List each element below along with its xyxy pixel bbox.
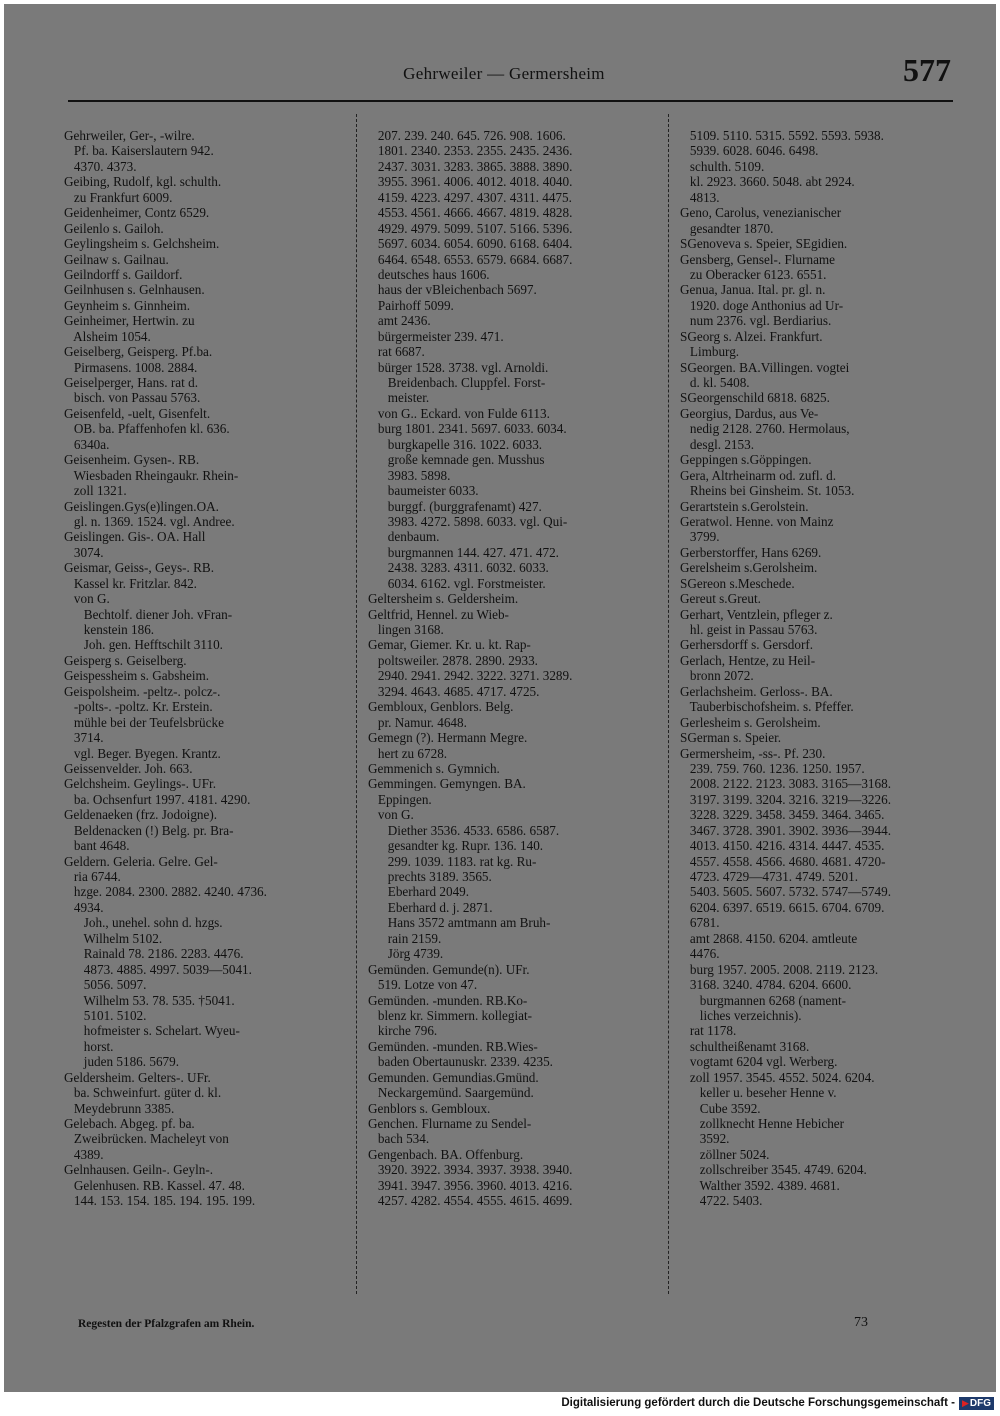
index-line: 3197. 3199. 3204. 3216. 3219—3226. [680,791,891,807]
index-line: Geynheim s. Ginnheim. [64,297,190,313]
index-line: bürger 1528. 3738. vgl. Arnoldi. [368,359,549,375]
index-line: Diether 3536. 4533. 6586. 6587. [368,822,560,838]
index-line: burgmannen 6268 (nament- [680,992,847,1008]
index-line: 3228. 3229. 3458. 3459. 3464. 3465. [680,807,885,823]
index-line: bronn 2072. [680,668,754,684]
index-line: 3983. 5898. [368,467,451,483]
index-line: juden 5186. 5679. [64,1054,180,1070]
index-line: Breidenbach. Cluppfel. Forst- [368,375,546,390]
index-line: Pairhoff 5099. [368,297,454,313]
index-line: Pf. ba. Kaiserslautern 942. [64,143,214,159]
index-line: 4723. 4729—4731. 4749. 5201. [680,869,859,884]
index-line: bisch. von Passau 5763. [64,390,201,406]
index-line: horst. [64,1038,114,1054]
index-line: 299. 1039. 1183. rat kg. Ru- [368,853,537,869]
index-line: Gensberg, Gensel-. Flurname [680,251,836,267]
index-line: Gelenhusen. RB. Kassel. 47. 48. [64,1177,245,1193]
index-line: 4557. 4558. 4566. 4680. 4681. 4720- [680,853,886,869]
index-line: 6034. 6162. vgl. Forstmeister. [368,575,546,591]
index-line: gesandter 1870. [680,220,774,236]
index-line: 3941. 3947. 3956. 3960. 4013. 4216. [368,1177,573,1193]
index-line: Gemmenich s. Gymnich. [368,760,500,776]
index-line: bach 534. [368,1131,430,1147]
index-line: Geppingen s.Göppingen. [680,452,812,468]
index-line: 3920. 3922. 3934. 3937. 3938. 3940. [368,1162,573,1178]
index-line: Wilhelm 5102. [64,930,163,946]
index-column-3 [680,128,965,1209]
index-line: Geiselberg, Geisperg. Pf.ba. [64,344,213,360]
index-line: Gengenbach. BA. Offenburg. [368,1146,524,1162]
index-line: Geldern. Geleria. Gelre. Gel- [64,853,218,869]
index-line: haus der vBleichenbach 5697. [368,282,537,298]
index-line: vogtamt 6204 vgl. Werberg. [680,1054,838,1070]
index-line: Gehrweiler, Ger-, -wilre. [64,128,195,143]
index-line: Beldenacken (!) Belg. pr. Bra- [64,822,234,838]
index-line: 3168. 3240. 4784. 6204. 6600. [680,977,852,993]
index-line: Gemünden. Gemunde(n). UFr. [368,961,530,977]
index-line: hzge. 2084. 2300. 2882. 4240. 4736. [64,884,267,900]
index-line: 5056. 5097. [64,977,147,993]
index-line: liches verzeichnis). [680,1007,802,1023]
index-line: Geislingen. Gis-. OA. Hall [64,529,206,545]
index-line: Geltersheim s. Geldersheim. [368,591,519,607]
index-line: Geisperg s. Geiselberg. [64,652,187,668]
index-line: Geilnaw s. Gailnau. [64,251,169,267]
publication-footer: Regesten der Pfalzgrafen am Rhein. [78,1318,255,1330]
index-line: Geisenfeld, -uelt, Gisenfelt. [64,405,211,421]
index-line: 2437. 3031. 3283. 3865. 3888. 3890. [368,158,573,174]
index-line: burgmannen 144. 427. 471. 472. [368,544,559,560]
index-line: Gelchsheim. Geylings-. UFr. [64,776,217,792]
index-line: 2438. 3283. 4311. 6032. 6033. [368,560,549,576]
index-line: zu Oberacker 6123. 6551. [680,266,827,282]
index-line: Limburg. [680,344,740,360]
index-line: Geilenlo s. Gailoh. [64,220,164,236]
index-line: Hans 3572 amtmann am Bruh- [368,915,551,931]
index-line: Cube 3592. [680,1100,761,1116]
index-line: Zweibrücken. Macheleyt von [64,1131,229,1147]
index-line: 6204. 6397. 6519. 6615. 6704. 6709. [680,899,885,915]
index-line: von G. [368,807,414,823]
index-line: desgl. 2153. [680,436,754,452]
index-line: Tauberbischofsheim. s. Pfeffer. [680,699,854,715]
index-line: Geiselperger, Hans. rat d. [64,375,198,390]
index-line: Germersheim, -ss-. Pf. 230. [680,745,826,761]
index-line: zöllner 5024. [680,1146,770,1162]
column-divider [668,114,669,1294]
index-line: SGeorg s. Alzei. Frankfurt. [680,328,823,344]
index-line: 3467. 3728. 3901. 3902. 3936—3944. [680,822,891,838]
index-line: zollknecht Henne Hebicher [680,1116,845,1131]
index-line: Gemunden. Gemundias.Gmünd. [368,1069,539,1085]
index-line: Joh. gen. Hefftschilt 3110. [64,637,223,653]
index-line: SGenoveva s. Speier, SEgidien. [680,236,848,252]
index-line: Geinheimer, Hertwin. zu [64,313,195,329]
index-line: Rainald 78. 2186. 2283. 4476. [64,946,244,962]
index-line: 4476. [680,946,720,962]
index-line: 519. Lotze von 47. [368,977,478,993]
index-line: Eberhard 2049. [368,884,470,900]
index-line: 6464. 6548. 6553. 6579. 6684. 6687. [368,251,573,267]
index-line: zollschreiber 3545. 4749. 6204. [680,1162,867,1178]
index-line: SGerman s. Speier. [680,730,782,746]
index-line: ba. Ochsenfurt 1997. 4181. 4290. [64,791,251,807]
index-line: Rheins bei Ginsheim. St. 1053. [680,483,855,499]
index-line: amt 2436. [368,313,431,329]
index-line: zoll 1321. [64,483,127,499]
index-line: Geylingsheim s. Gelchsheim. [64,236,220,252]
index-line: Meydebrunn 3385. [64,1100,175,1116]
index-line: gl. n. 1369. 1524. vgl. Andree. [64,513,235,529]
index-line: Walther 3592. 4389. 4681. [680,1177,840,1193]
index-line: Gerartstein s.Gerolstein. [680,498,809,514]
index-line: baden Obertaunuskr. 2339. 4235. [368,1054,553,1070]
index-line: meister. [368,390,430,406]
index-line: gesandter kg. Rupr. 136. 140. [368,838,544,854]
index-line: Alsheim 1054. [64,328,151,344]
index-line: Geilndorff s. Gaildorf. [64,266,183,282]
index-line: Gemar, Giemer. Kr. u. kt. Rap- [368,637,531,653]
index-line: SGeorgenschild 6818. 6825. [680,390,830,406]
index-line: SGereon s.Meschede. [680,575,795,591]
logo-text: DFG [969,1397,991,1409]
signature-number: 73 [854,1315,868,1330]
index-line: poltsweiler. 2878. 2890. 2933. [368,652,538,668]
index-line: 4389. [64,1146,104,1162]
index-line: 1920. doge Anthonius ad Ur- [680,297,844,313]
index-line: 2008. 2122. 2123. 3083. 3165—3168. [680,776,891,792]
index-line: von G.. Eckard. von Fulde 6113. [368,405,550,421]
index-line: lingen 3168. [368,622,444,637]
index-column-2 [368,128,653,1209]
index-line: Eppingen. [368,791,432,807]
page-header-title: Gehrweiler — Germersheim [403,64,605,83]
index-line: SGeorgen. BA.Villingen. vogtei [680,359,850,375]
page-number: 577 [903,52,951,88]
index-line: nedig 2128. 2760. Hermolaus, [680,421,850,437]
index-line: schultheißenamt 3168. [680,1038,810,1054]
index-line: -polts-. -poltz. Kr. Erstein. [64,699,213,715]
index-line: Georgius, Dardus, aus Ve- [680,405,819,421]
index-line: kl. 2923. 3660. 5048. abt 2924. [680,174,855,190]
index-line: schulth. 5109. [680,158,765,174]
index-line: Pirmasens. 1008. 2884. [64,359,198,375]
index-line: mühle bei der Teufelsbrücke [64,714,224,730]
index-line: 4159. 4223. 4297. 4307. 4311. 4475. [368,189,572,205]
index-line: 4257. 4282. 4554. 4555. 4615. 4699. [368,1193,573,1209]
column-divider [356,114,357,1294]
scanned-page [4,4,996,1392]
index-line: von G. [64,591,110,607]
index-line: Gerlach, Hentze, zu Heil- [680,652,816,668]
index-line: Geilnhusen s. Gelnhausen. [64,282,205,298]
index-line: große kemnade gen. Musshus [368,452,545,468]
index-line: Eberhard d. j. 2871. [368,899,493,915]
index-line: Jörg 4739. [368,946,444,962]
index-line: Geissenvelder. Joh. 663. [64,760,193,776]
index-line: bürgermeister 239. 471. [368,328,504,344]
index-line: num 2376. vgl. Berdiarius. [680,313,832,329]
index-line: Geispolsheim. -peltz-. polcz-. [64,683,221,699]
index-line: 2940. 2941. 2942. 3222. 3271. 3289. [368,668,573,684]
index-line: deutsches haus 1606. [368,266,490,282]
index-line: burg 1957. 2005. 2008. 2119. 2123. [680,961,879,977]
index-line: Bechtolf. diener Joh. vFran- [64,606,233,622]
index-line: prechts 3189. 3565. [368,869,492,884]
index-line: Gemegn (?). Hermann Megre. [368,730,528,746]
index-line: 4873. 4885. 4997. 5039—5041. [64,961,252,977]
index-line: 3799. [680,529,720,545]
index-line: Geispessheim s. Gabsheim. [64,668,210,684]
index-line: Gelebach. Abgeg. pf. ba. [64,1116,195,1131]
index-line: zoll 1957. 3545. 4552. 5024. 6204. [680,1069,875,1085]
index-line: Wilhelm 53. 78. 535. †5041. [64,992,235,1008]
index-line: pr. Namur. 4648. [368,714,467,730]
index-line: Genchen. Flurname zu Sendel- [368,1116,532,1131]
index-line: Genblors s. Gembloux. [368,1100,491,1116]
index-line: Geno, Carolus, venezianischer [680,205,842,221]
index-line: blenz kr. Simmern. kollegiat- [368,1007,533,1023]
index-line: 4013. 4150. 4216. 4314. 4447. 4535. [680,838,885,854]
index-line: d. kl. 5408. [680,375,750,390]
index-line: 5939. 6028. 6046. 6498. [680,143,819,159]
index-line: bant 4648. [64,838,130,854]
index-line: burggf. (burggrafenamt) 427. [368,498,542,514]
index-line: 4813. [680,189,720,205]
index-line: Geratwol. Henne. von Mainz [680,513,834,529]
index-line: Kassel kr. Fritzlar. 842. [64,575,197,591]
index-line: Wiesbaden Rheingaukr. Rhein- [64,467,239,483]
index-line: 4370. 4373. [64,158,137,174]
index-line: ba. Schweinfurt. güter d. kl. [64,1085,222,1101]
index-line: ria 6744. [64,869,121,884]
index-line: Geibing, Rudolf, kgl. schulth. [64,174,222,190]
index-line: hofmeister s. Schelart. Wyeu- [64,1023,240,1039]
index-line: rat 6687. [368,344,425,360]
index-line: kenstein 186. [64,622,155,637]
index-line: 4722. 5403. [680,1193,763,1209]
index-line: Geltfrid, Hennel. zu Wieb- [368,606,509,622]
index-line: 4929. 4979. 5099. 5107. 5166. 5396. [368,220,573,236]
index-line: Gemmingen. Gemyngen. BA. [368,776,526,792]
index-line: 144. 153. 154. 185. 194. 195. 199. [64,1193,256,1209]
index-line: 3294. 4643. 4685. 4717. 4725. [368,683,540,699]
index-line: keller u. beseher Henne v. [680,1085,837,1101]
index-line: 5403. 5605. 5607. 5732. 5747—5749. [680,884,891,900]
index-line: hl. geist in Passau 5763. [680,622,818,637]
index-line: Gerberstorffer, Hans 6269. [680,544,822,560]
index-line: Geislingen.Gys(e)lingen.OA. [64,498,219,514]
digitization-credit [561,1394,994,1412]
index-line: OB. ba. Pfaffenhofen kl. 636. [64,421,230,437]
index-line: 5697. 6034. 6054. 6090. 6168. 6404. [368,236,573,252]
index-line: baumeister 6033. [368,483,479,499]
index-line: Gembloux, Genblors. Belg. [368,699,514,715]
index-line: Geisenheim. Gysen-. RB. [64,452,200,468]
index-line: Gemünden. -munden. RB.Ko- [368,992,528,1008]
index-line: Gerhersdorff s. Gersdorf. [680,637,814,653]
index-line: Gerlachsheim. Gerloss-. BA. [680,683,833,699]
index-line: kirche 796. [368,1023,438,1039]
index-line: denbaum. [368,529,440,545]
header-rule [68,100,953,102]
index-line: Neckargemünd. Saargemünd. [368,1085,534,1101]
index-line: 6781. [680,915,720,931]
index-line: burgkapelle 316. 1022. 6033. [368,436,543,452]
index-line: Geldersheim. Gelters-. UFr. [64,1069,211,1085]
index-line: Gelnhausen. Geiln-. Geyln-. [64,1162,214,1178]
index-line: Genua, Janua. Ital. pr. gl. n. [680,282,826,298]
index-line: Gerelsheim s.Gerolsheim. [680,560,818,576]
index-line: 6340a. [64,436,110,452]
index-line: 239. 759. 760. 1236. 1250. 1957. [680,760,865,776]
index-line: amt 2868. 4150. 6204. amtleute [680,930,858,946]
index-line: 3955. 3961. 4006. 4012. 4018. 4040. [368,174,573,190]
index-line: Gera, Altrheinarm od. zufl. d. [680,467,837,483]
arrow-icon: ▶ [961,1397,969,1408]
index-line: Gemünden. -munden. RB.Wies- [368,1038,538,1054]
index-line: 5109. 5110. 5315. 5592. 5593. 5938. [680,128,884,143]
index-line: rain 2159. [368,930,442,946]
index-line: Gerlesheim s. Gerolsheim. [680,714,821,730]
index-line: burg 1801. 2341. 5697. 6033. 6034. [368,421,567,437]
index-line: 4553. 4561. 4666. 4667. 4819. 4828. [368,205,573,221]
index-line: Geidenheimer, Contz 6529. [64,205,210,221]
index-line: Joh., unehel. sohn d. hzgs. [64,915,223,931]
index-column-1 [64,128,349,1209]
index-line: Geldenaeken (frz. Jodoigne). [64,807,218,823]
index-line: rat 1178. [680,1023,737,1039]
index-line: 3592. [680,1131,730,1147]
index-line: vgl. Beger. Byegen. Krantz. [64,745,221,761]
dfg-logo[interactable] [959,1397,994,1410]
index-line: hert zu 6728. [368,745,448,761]
index-line: 5101. 5102. [64,1007,147,1023]
index-line: Gereut s.Greut. [680,591,761,607]
index-line: zu Frankfurt 6009. [64,189,173,205]
index-line: 3983. 4272. 5898. 6033. vgl. Qui- [368,513,568,529]
index-line: Geismar, Geiss-, Geys-. RB. [64,560,215,576]
index-line: Gerhart, Ventzlein, pfleger z. [680,606,833,622]
index-line: 1801. 2340. 2353. 2355. 2435. 2436. [368,143,573,159]
index-line: 3714. [64,730,104,746]
index-line: 4934. [64,899,104,915]
credit-text: Digitalisierung gefördert durch die Deutsche Forschungsgemeinschaft - [561,1397,955,1409]
index-line: 3074. [64,544,104,560]
index-line: 207. 239. 240. 645. 726. 908. 1606. [368,128,566,143]
